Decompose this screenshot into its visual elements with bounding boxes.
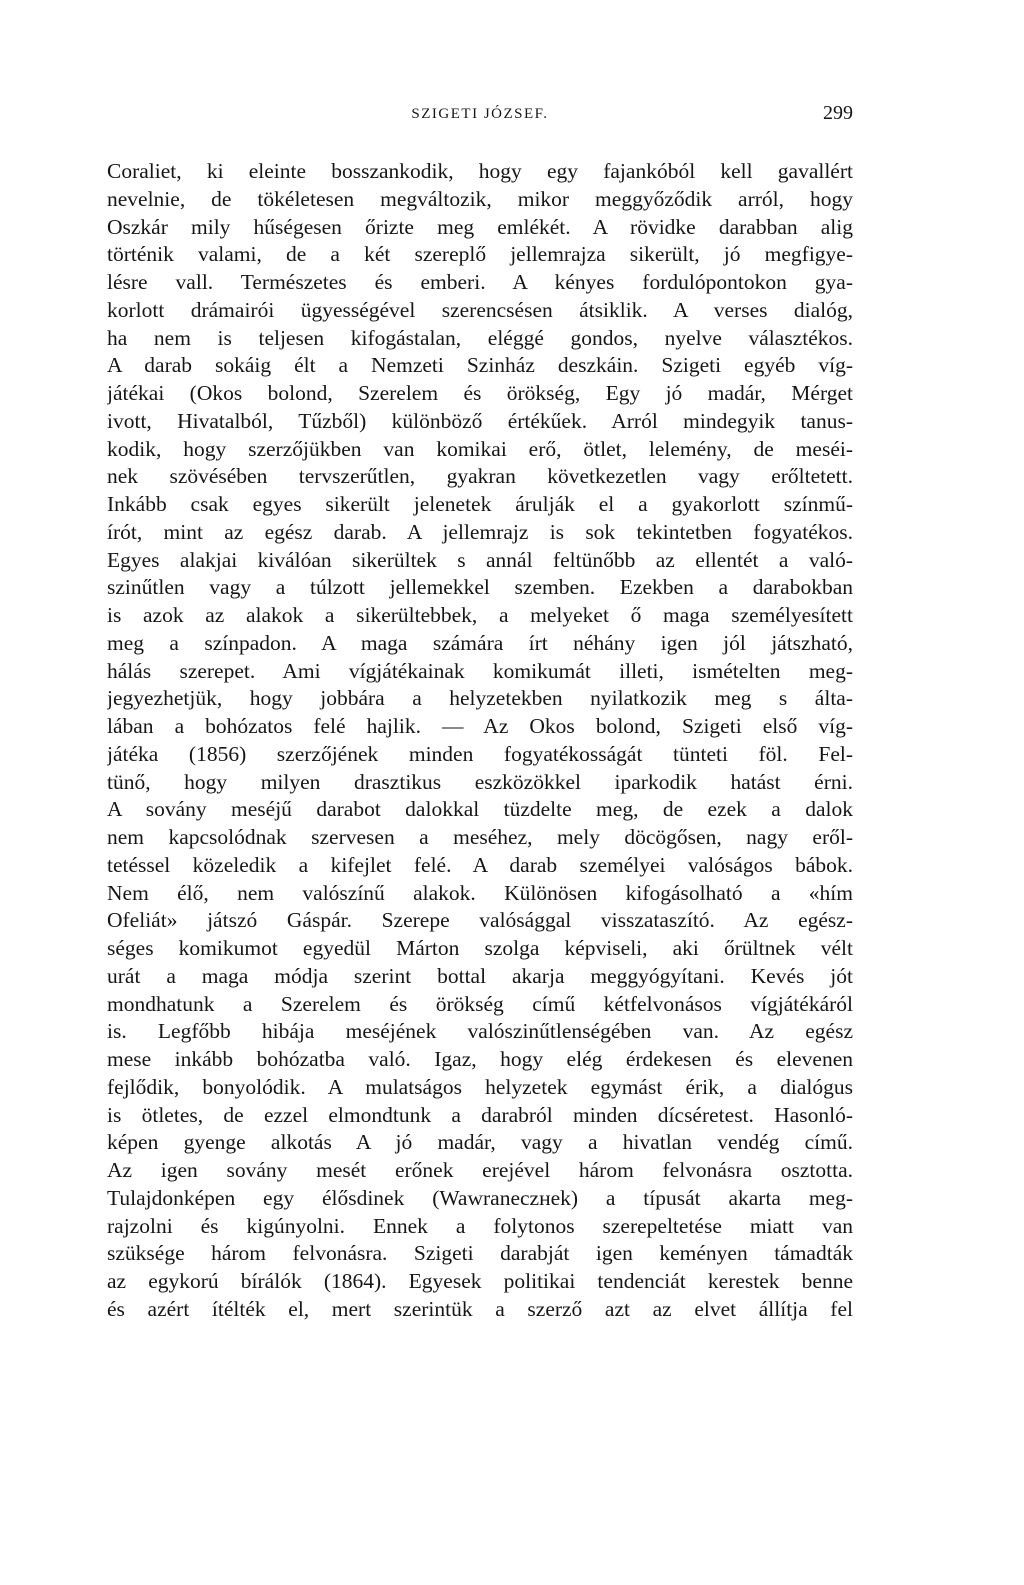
text-line: Ofeliát» játszó Gáspár. Szerepe valósággal visszataszító. Az egész- (107, 908, 853, 933)
text-line: urát a maga módja szerint bottal akarja meggyógyítani. Kevés jót (107, 963, 853, 988)
text-line: nek szövésében tervszerűtlen, gyakran következetlen vagy erőltetett. (107, 464, 853, 489)
text-line: meg a színpadon. A maga számára írt néhány igen jól játszható, (107, 630, 853, 655)
text-line: Az igen sovány mesét erőnek erejével három felvonásra osztotta. (107, 1158, 853, 1182)
text-line: szinűtlen vagy a túlzott jellemekkel szemben. Ezekben a darabokban (107, 575, 853, 600)
text-line: is azok az alakok a sikerültebbek, a melyeket ő maga személyesített (107, 603, 853, 627)
running-title: SZIGETI JÓZSEF. (411, 106, 549, 122)
text-line: tetéssel közeledik a kifejlet felé. A darab személyei valóságos bábok. (107, 852, 853, 877)
text-line: tünő, hogy milyen drasztikus eszközökkel iparkodik hatást érni. (107, 769, 853, 794)
text-line: Coraliet, ki eleinte bosszankodik, hogy egy fajankóból kell gavallért (107, 159, 853, 183)
text-line: az egykorú bírálók (1864). Egyesek politikai tendenciát kerestek benne (107, 1269, 853, 1293)
text-line: is ötletes, de ezzel elmondtunk a darabról minden dícséretest. Hasonló- (107, 1102, 853, 1127)
text-line: kodik, hogy szerzőjükben van komikai erő, ötlet, lelemény, de meséi- (107, 436, 853, 461)
text-line: Nem élő, nem valószínű alakok. Különösen kifogásolható a «hím (107, 880, 853, 905)
text-line: A sovány meséjű darabot dalokkal tüzdelte meg, de ezek a dalok (107, 797, 853, 822)
text-line: lában a bohózatos felé hajlik. — Az Okos bolond, Szigeti első víg- (107, 714, 853, 738)
text-line: séges komikumot egyedül Márton szolga képviseli, aki őrültnek vélt (107, 936, 853, 960)
text-line: írót, mint az egész darab. A jellemrajz is sok tekintetben fogyatékos. (107, 519, 853, 544)
text-line: korlott drámairói ügyességével szerencsésen átsiklik. A verses dialóg, (107, 297, 853, 322)
body-text (107, 158, 853, 1324)
text-line: jegyezhetjük, hogy jobbára a helyzetekben nyilatkozik meg s álta- (107, 686, 853, 711)
text-line: Egyes alakjai kiválóan sikerültek s annál feltünőbb az ellentét a való- (107, 547, 853, 572)
text-line: nevelnie, de tökéletesen megváltozik, mikor meggyőződik arról, hogy (107, 186, 853, 211)
text-line: mondhatunk a Szerelem és örökség című kétfelvonásos vígjátékáról (107, 991, 853, 1016)
text-line: A darab sokáig élt a Nemzeti Szinház deszkáin. Szigeti egyéb víg- (107, 353, 853, 378)
text-line: és azért ítélték el, mert szerintük a szerző azt az elvet állítja fel (107, 1296, 853, 1321)
text-line: történik valami, de a két szereplő jellemrajza sikerült, jó megfigye- (107, 242, 853, 267)
text-line: játéka (1856) szerzőjének minden fogyatékosságát tünteti föl. Fel- (107, 741, 853, 766)
text-line: szüksége három felvonásra. Szigeti darabját igen keményen támadták (107, 1241, 853, 1266)
text-line: rajzolni és kigúnyolni. Ennek a folytonos szerepeltetése miatt van (107, 1213, 853, 1238)
text-line: ivott, Hivatalból, Tűzből) különböző értékűek. Arról mindegyik tanus- (107, 408, 853, 433)
text-line: Oszkár mily hűségesen őrizte meg emlékét. A rövidke darabban alig (107, 214, 853, 239)
text-line: Tulajdonképen egy élősdinek (Wawraneczнek) a típusát akarta meg- (107, 1185, 853, 1210)
text-line: is. Legfőbb hibája meséjének valószinűtlenségében van. Az egész (107, 1019, 853, 1044)
text-line: ha nem is teljesen kifogástalan, eléggé gondos, nyelve választékos. (107, 325, 853, 350)
text-line: játékai (Okos bolond, Szerelem és örökség, Egy jó madár, Mérget (107, 381, 853, 405)
text-line: képen gyenge alkotás A jó madár, vagy a hivatlan vendég című. (107, 1130, 853, 1155)
running-head (107, 100, 853, 130)
text-line: fejlődik, bonyolódik. A mulatságos helyzetek egymást érik, a dialógus (107, 1074, 853, 1099)
text-line: lésre vall. Természetes és emberi. A kényes fordulópontokon gya- (107, 270, 853, 294)
page-number: 299 (823, 102, 853, 124)
text-line: hálás szerepet. Ami vígjátékainak komikumát illeti, ismételten meg- (107, 658, 853, 683)
text-line: Inkább csak egyes sikerült jelenetek árulják el a gyakorlott színmű- (107, 492, 853, 516)
text-line: nem kapcsolódnak szervesen a meséhez, mely döcögősen, nagy eről- (107, 825, 853, 849)
text-line: mese inkább bohózatba való. Igaz, hogy elég érdekesen és elevenen (107, 1047, 853, 1071)
